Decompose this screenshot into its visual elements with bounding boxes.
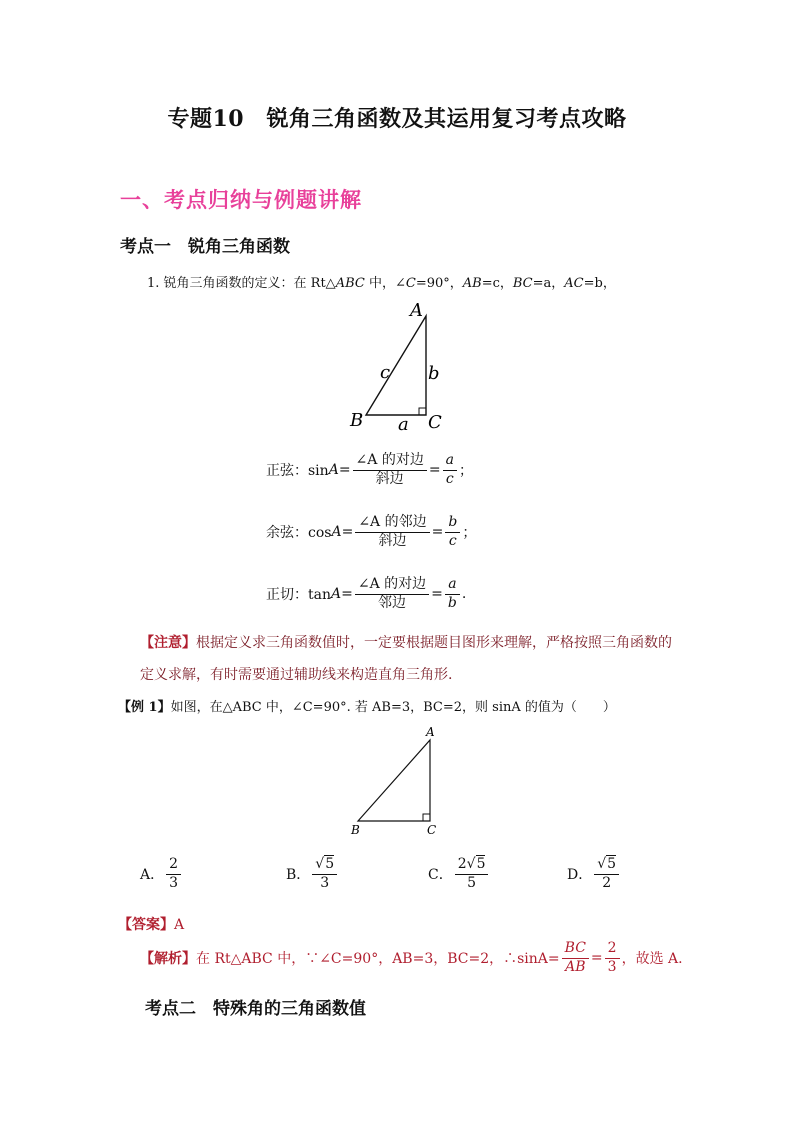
analysis-line: 【解析】 在 Rt△ABC 中，∵∠C=90°，AB=3，BC=2，∴sinA= $\frac{BC}{AB}$ = $\frac{2}{3}$ ，故选 A. <box>140 940 683 975</box>
triangle-2-shape <box>358 740 430 821</box>
label-a-1: a <box>398 414 409 435</box>
note-line-1: 【注意】根据定义求三角函数值时，一定要根据题目图形来理解，严格按照三角函数的 <box>140 635 672 651</box>
point2-title: 考点二 特殊角的三角函数值 <box>145 999 366 1019</box>
triangle-1-shape <box>366 316 426 415</box>
right-angle-mark-1 <box>419 408 426 415</box>
section-heading: 一、考点归纳与例题讲解 <box>120 188 362 212</box>
cosine-formula: 余弦：cos A = $\frac{\text{∠A 的邻边}}{\text{斜边}}$ = $\frac{b}{c}$ ； <box>266 514 477 549</box>
label-c-1: c <box>380 362 391 383</box>
analysis-fraction-value: $\frac{2}{3}$ <box>605 940 620 976</box>
label-C-1: C <box>428 412 442 433</box>
page-title: 专题10 锐角三角函数及其运用复习考点攻略 <box>167 106 627 132</box>
sine-letter-fraction: $\frac{a}{c}$ <box>443 452 457 488</box>
triangle-figure-1 <box>340 298 460 438</box>
tangent-letter-fraction: $\frac{a}{b}$ <box>445 576 460 612</box>
example1-question: 【例 1】如图，在△ABC 中，∠C=90°. 若 AB=3，BC=2，则 sinA 的值为（ ） <box>118 700 616 715</box>
cosine-letter-fraction: $\frac{b}{c}$ <box>445 514 460 550</box>
label-A-2: A <box>426 725 435 739</box>
sine-ratio-fraction: $\frac{\text{∠A 的对边}}{\text{斜边}}$ <box>353 452 427 488</box>
label-A-1: A <box>410 300 423 321</box>
label-B-2: B <box>351 823 360 837</box>
tangent-formula: 正切：tan A = $\frac{\text{∠A 的对边}}{\text{邻边}}$ = $\frac{a}{b}$ . <box>266 576 467 611</box>
answer-line: 【答案】A <box>118 917 185 933</box>
label-C-2: C <box>427 823 437 837</box>
point1-title: 考点一 锐角三角函数 <box>120 237 290 257</box>
label-B-1: B <box>350 410 364 431</box>
cosine-ratio-fraction: $\frac{\text{∠A 的邻边}}{\text{斜边}}$ <box>355 514 429 550</box>
tangent-ratio-fraction: $\frac{\text{∠A 的对边}}{\text{邻边}}$ <box>355 576 429 612</box>
choice-b[interactable]: B． $\frac{√5}{3}$ <box>286 856 339 892</box>
label-b-1: b <box>428 363 440 384</box>
choice-a[interactable]: A． $\frac{2}{3}$ <box>140 856 183 892</box>
choice-d[interactable]: D． $\frac{√5}{2}$ <box>567 856 621 892</box>
sine-formula: 正弦：sin A = $\frac{\text{∠A 的对边}}{\text{斜边}}$ = $\frac{a}{c}$ ； <box>266 452 473 487</box>
analysis-fraction-letters: $\frac{BC}{AB}$ <box>562 940 589 976</box>
definition-line: 1. 锐角三角函数的定义：在 Rt△ABC 中，∠C=90°，AB=c，BC=a，AC=b， <box>147 276 616 291</box>
note-line-2: 定义求解，有时需要通过辅助线来构造直角三角形. <box>140 667 453 683</box>
triangle-figure-2 <box>345 722 455 842</box>
right-angle-mark-2 <box>423 814 430 821</box>
choice-c[interactable]: C． $\frac{2√5}{5}$ <box>428 856 490 892</box>
